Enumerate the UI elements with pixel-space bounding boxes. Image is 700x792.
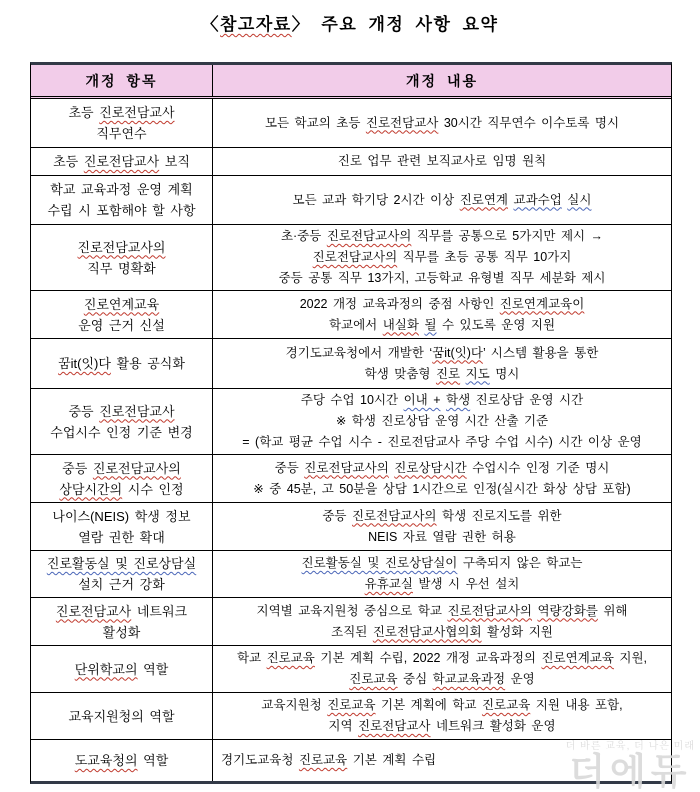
text-segment: 운영 근거 신설: [78, 317, 165, 333]
text-segment: 조직된: [331, 624, 373, 639]
table-row: [31, 503, 671, 551]
text-segment: 수업시수 인정 기준 변경: [50, 424, 193, 440]
item-line: [84, 294, 159, 315]
revision-item-cell: [31, 693, 213, 739]
text-segment: 모든 학교의 초등: [264, 115, 366, 130]
spellcheck-red-underline: 진로연계교육: [83, 296, 160, 312]
spellcheck-red-underline: 진로전담교사의: [92, 460, 181, 476]
spellcheck-red-underline: 진로교육: [349, 672, 398, 686]
spellcheck-red-underline: 진로연계: [459, 192, 509, 207]
spellcheck-blue-underline: 진로활동실 및 진로상담실이: [301, 556, 458, 570]
spellcheck-red-underline: 참고자료: [220, 15, 292, 34]
revision-item-cell: [31, 291, 213, 338]
revision-item-cell: [31, 598, 213, 645]
content-line: [349, 669, 535, 690]
column-header-item: 개정 항목: [31, 65, 213, 96]
text-segment: 기본 계획 수립: [347, 753, 437, 767]
text-segment: 〉 주요 개정 사항 요약: [291, 15, 499, 34]
table-header-row: [31, 65, 671, 99]
text-segment: 초등: [68, 105, 100, 120]
content-line: [331, 622, 553, 643]
text-segment: 학교: [236, 651, 267, 665]
text-segment: 〈: [201, 15, 220, 34]
content-line: [275, 458, 610, 479]
content-line: [301, 390, 583, 411]
text-segment: 활용 공식화: [110, 356, 185, 371]
item-line: [53, 151, 190, 172]
text-segment: 진로상담 운영 시간: [470, 393, 584, 407]
text-segment: 기본 계획 수립, 2022 개정 교육과정의: [314, 651, 542, 665]
text-segment: 명시: [489, 366, 520, 381]
item-line: [103, 622, 141, 643]
spellcheck-red-underline: 진로전담교사의: [326, 229, 412, 243]
table-row: [31, 225, 671, 291]
revision-content-cell: [213, 693, 671, 739]
text-segment: 수업시수 인정 기준 명시: [466, 460, 610, 475]
item-line: [68, 102, 174, 123]
spellcheck-red-underline: 역량강화를: [537, 603, 598, 618]
revision-content-cell: [213, 389, 671, 454]
text-segment: 중등: [62, 460, 93, 476]
text-segment: 30시간 직무연수 이수토록 명시: [438, 115, 620, 130]
revision-item-cell: [31, 740, 213, 781]
content-line: [261, 695, 622, 716]
text-segment: ※ 중 45분, 고 50분을 상담 1시간으로 인정(실시간 화상 상담 포함): [253, 481, 631, 496]
spellcheck-red-underline: 진로전담교사협의회: [372, 624, 482, 639]
content-line: [329, 315, 555, 336]
spellcheck-red-underline: 꿈it(잇)다: [58, 356, 111, 371]
text-segment: 지역: [328, 719, 359, 733]
revision-content-cell: [213, 740, 671, 781]
table-row: [31, 646, 671, 693]
text-segment: 수립 시 포함해야 할 사항: [47, 203, 196, 218]
item-line: [58, 353, 185, 374]
item-line: [52, 506, 190, 527]
text-segment: 중등: [68, 403, 100, 419]
item-line: [68, 401, 174, 422]
revision-content-cell: [213, 646, 671, 692]
item-line: [59, 479, 183, 500]
spellcheck-red-underline: 학교교육과정: [432, 672, 506, 686]
item-line: [96, 123, 146, 144]
spellcheck-red-underline: 진로전담교사의: [304, 460, 389, 475]
text-segment: 학생 맞춤형: [364, 366, 436, 381]
item-line: [78, 315, 165, 336]
text-segment: 발생 시 우선 설치: [412, 577, 520, 591]
spellcheck-blue-underline: 이내 +: [403, 393, 441, 407]
item-line: [47, 200, 195, 221]
revision-item-cell: [31, 646, 213, 692]
content-line: [221, 750, 436, 771]
text-segment: 네트워크: [131, 603, 188, 619]
text-segment: 역할: [137, 661, 169, 677]
spellcheck-red-underline: 진로전담교사의: [447, 603, 532, 618]
text-segment: 교육지원청: [261, 698, 328, 712]
text-segment: ※ 학생 진로상담 운영 시간 산출 기준: [335, 414, 549, 428]
spellcheck-red-underline: 진로전담교사: [99, 403, 175, 419]
content-line: [302, 553, 583, 574]
revision-item-cell: [31, 176, 213, 224]
content-line: [336, 411, 548, 432]
spellcheck-red-underline: 진로교육: [481, 698, 531, 712]
content-line: [365, 364, 520, 385]
text-segment: 지역별 교육지원청 중심으로 학교: [256, 603, 448, 618]
content-line: [365, 574, 520, 595]
item-line: [75, 659, 169, 680]
spellcheck-blue-underline: 될: [424, 317, 437, 332]
revision-item-cell: [31, 148, 213, 175]
content-line: [322, 506, 561, 527]
revision-content-cell: [213, 339, 671, 388]
spellcheck-red-underline: 진로교육: [327, 698, 376, 712]
text-segment: 기본 계획에 학교: [375, 698, 482, 712]
spellcheck-red-underline: 도교육청의: [74, 753, 138, 768]
revision-summary-table: [30, 62, 672, 784]
table-row: [31, 339, 671, 389]
revision-content-cell: [213, 176, 671, 224]
text-segment: 주당 수업 10시간: [300, 393, 404, 407]
table-row: [31, 693, 671, 740]
content-line: [253, 479, 630, 500]
content-line: [368, 527, 516, 548]
table-row: [31, 291, 671, 339]
spellcheck-red-underline: 유휴교실: [364, 577, 413, 591]
revision-content-cell: [213, 455, 671, 502]
revision-item-cell: [31, 99, 213, 147]
text-segment: 학교에서: [328, 317, 383, 332]
revision-content-cell: [213, 551, 671, 597]
spellcheck-red-underline: 진로전담교사: [55, 603, 132, 619]
spellcheck-blue-underline: 지도: [465, 366, 490, 381]
item-line: [47, 553, 196, 574]
content-line: [265, 113, 619, 134]
text-segment: 보직: [159, 154, 190, 169]
text-segment: 네트워크 활성화 운영: [430, 719, 556, 733]
spellcheck-red-underline: 진로전담교사: [365, 115, 439, 130]
text-segment: 시수 인정: [122, 481, 184, 497]
table-row: [31, 598, 671, 646]
item-line: [75, 750, 169, 771]
table-row: [31, 455, 671, 503]
text-segment: 직무를 공통으로 5가지만 제시 →: [411, 229, 604, 243]
text-segment: 중등: [322, 508, 352, 523]
text-segment: 직무를 초등 공통 직무 10가지: [397, 250, 572, 264]
spellcheck-red-underline: 진로전담교사의: [351, 508, 437, 523]
text-segment: NEIS 자료 열람 권한 허용: [368, 529, 516, 544]
text-segment: 역할: [137, 753, 169, 768]
text-segment: 중등: [274, 460, 305, 475]
text-segment: 활성화 지원: [481, 624, 553, 639]
item-line: [87, 258, 155, 279]
spellcheck-red-underline: 꿈it(잇)다: [432, 345, 484, 360]
text-segment: 직무연수: [96, 126, 147, 141]
spellcheck-blue-underline: 실시: [567, 192, 592, 207]
table-row: [31, 99, 671, 148]
revision-content-cell: [213, 99, 671, 147]
text-segment: 지원,: [613, 651, 648, 665]
content-line: [286, 343, 599, 364]
revision-item-cell: [31, 339, 213, 388]
table-row: [31, 389, 671, 455]
content-line: [279, 268, 606, 289]
text-segment: ’ 시스템 활용을 통한: [483, 345, 599, 360]
revision-item-cell: [31, 551, 213, 597]
item-line: [68, 706, 174, 727]
text-segment: 중등 공통 직무 13가지, 고등학교 유형별 직무 세분화 제시: [278, 271, 606, 285]
spellcheck-red-underline: 상담시간의: [59, 481, 123, 497]
text-segment: 운영: [505, 672, 535, 686]
spellcheck-red-underline: 진로전담교사: [83, 154, 160, 169]
text-segment: 활성화: [102, 624, 141, 640]
text-segment: 직무 명확화: [87, 260, 156, 276]
content-line: [293, 190, 592, 211]
text-segment: 학교 교육과정 운영 계획: [50, 182, 193, 197]
text-segment: 교육지원청의 역할: [68, 708, 175, 724]
spellcheck-red-underline: 진로연계교육: [541, 651, 614, 665]
text-segment: 지원 내용 포함,: [530, 698, 623, 712]
content-line: [313, 247, 572, 268]
spellcheck-red-underline: 진로전담교사: [358, 719, 431, 733]
spellcheck-blue-underline: 진로활동실 및 진로상담실: [46, 556, 197, 571]
content-line: [257, 601, 628, 622]
content-line: [328, 716, 555, 737]
spellcheck-blue-underline: 교과수업: [513, 192, 562, 207]
spellcheck-blue-underline: 학생: [446, 393, 471, 407]
watermark-name: 더에듀: [569, 751, 692, 792]
text-segment: 초등: [53, 154, 84, 169]
spellcheck-red-underline: 단위학교의: [74, 661, 138, 677]
content-line: [300, 294, 585, 315]
item-line: [78, 237, 166, 258]
watermark-tagline: 더 바른 교육, 더 나은 미래: [565, 741, 695, 752]
spellcheck-red-underline: 진로교육: [298, 753, 348, 767]
text-segment: 열람 권한 확대: [78, 529, 165, 545]
revision-content-cell: [213, 225, 671, 290]
text-segment: 나이스(NEIS) 학생 정보: [52, 508, 191, 524]
item-line: [78, 527, 165, 548]
item-line: [56, 601, 187, 622]
revision-item-cell: [31, 225, 213, 290]
spellcheck-red-underline: 진로전담교사의: [77, 239, 166, 255]
spellcheck-red-underline: 진로전담교사의: [312, 250, 398, 264]
revision-content-cell: [213, 291, 671, 338]
text-segment: 진로 업무 관련 보직교사로 임명 원칙: [337, 154, 547, 168]
text-segment: 경기도교육청에서 개발한 ‘: [285, 345, 433, 360]
revision-item-cell: [31, 455, 213, 502]
content-line: [242, 432, 641, 453]
spellcheck-red-underline: 진로전담교사: [99, 105, 175, 120]
table-row: [31, 551, 671, 598]
text-segment: 수 있도록 운영 지원: [436, 317, 556, 332]
spellcheck-red-underline: 진로연계교육이: [499, 296, 585, 311]
text-segment: 구축되지 않은 학교는: [457, 556, 583, 570]
content-line: [281, 226, 603, 247]
spellcheck-red-underline: 진로상담시간: [394, 460, 467, 475]
item-line: [50, 422, 192, 443]
text-segment: 위해: [597, 603, 628, 618]
table-row: [31, 148, 671, 176]
content-line: [338, 151, 547, 172]
spellcheck-red-underline: 진로교육: [266, 651, 315, 665]
revision-item-cell: [31, 503, 213, 550]
revision-content-cell: [213, 148, 671, 175]
text-segment: 2022 개정 교육과정의 중점 사항인: [299, 296, 500, 311]
revision-item-cell: [31, 389, 213, 454]
revision-content-cell: [213, 598, 671, 645]
table-body: [31, 99, 671, 781]
content-line: [237, 648, 647, 669]
text-segment: 중심: [397, 672, 433, 686]
column-header-content: 개정 내용: [406, 72, 478, 89]
text-segment: = (학교 평균 수업 시수 - 진로전담교사 주당 수업 시수) 시간 이상 운영: [242, 435, 642, 449]
text-segment: 학생 진로지도를 위한: [436, 508, 562, 523]
table-row: [31, 176, 671, 225]
table-row: [31, 740, 671, 781]
item-line: [62, 458, 181, 479]
text-segment: 설치 근거 강화: [78, 577, 165, 592]
text-segment: 초·중등: [280, 229, 327, 243]
spellcheck-red-underline: 진로: [435, 366, 461, 381]
item-line: [50, 179, 192, 200]
item-line: [78, 574, 165, 595]
page-title: [0, 0, 700, 35]
revision-content-cell: [213, 503, 671, 550]
text-segment: 경기도교육청: [221, 753, 299, 767]
text-segment: 모든 교과 학기당 2시간 이상: [292, 192, 460, 207]
spellcheck-red-underline: 내실화: [382, 317, 419, 332]
